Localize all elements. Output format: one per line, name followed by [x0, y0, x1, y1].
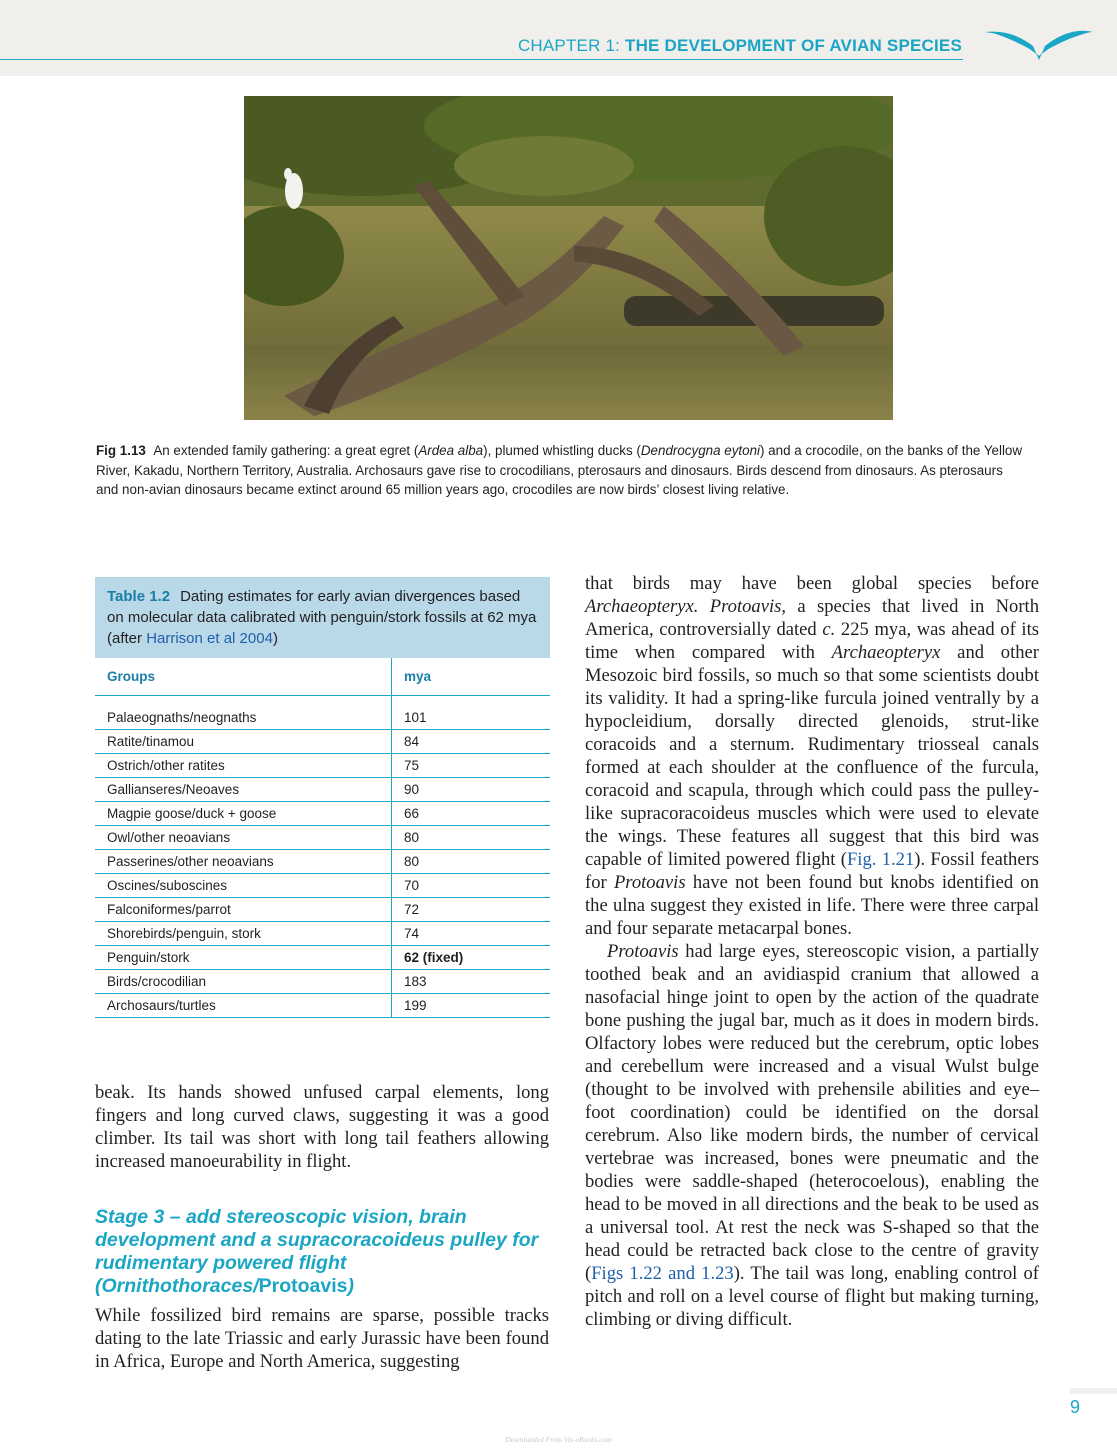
table-caption	[95, 577, 550, 658]
chapter-prefix: CHAPTER 1:	[517, 36, 625, 55]
cell-mya: 72	[392, 898, 551, 922]
table-row	[95, 874, 550, 898]
dating-table	[95, 577, 550, 1018]
caption-text: ), plumed whistling ducks (	[483, 443, 641, 458]
cell-mya: 62 (fixed)	[392, 946, 551, 970]
text-run: had large eyes, stereoscopic vision, a partially toothed beak and an avidiaspid cranium that allowed a nasofacial hinge joint to open by the action of the quadrate bone pushing the jugal bar, much as it does in modern birds. Olfactory lobes were reduced but the cerebrum, optic lobes and cerebellum were increased and a visual Wulst bulge (thought to be involved with prehensile abilities and eye–foot coordination) could be identified on the dorsal cerebrum. Also like modern birds, the number of cervical vertebrae was increased, bones were pneumatic and the bodies were saddle-shaped (heterocoelous), enabling the head to be moved in all directions and the beak to be used as a universal tool. At rest the neck was S-shaped so that the head could be retracted back close to the centre of gravity (	[585, 941, 1039, 1284]
cell-mya: 66	[392, 802, 551, 826]
cell-mya: 80	[392, 850, 551, 874]
cell-mya: 74	[392, 922, 551, 946]
table-row	[95, 970, 550, 994]
table-row	[95, 696, 550, 730]
cell-mya: 183	[392, 970, 551, 994]
table-number: Table 1.2	[107, 588, 171, 605]
table-row	[95, 778, 550, 802]
cell-group: Shorebirds/penguin, stork	[95, 922, 392, 946]
figure-caption	[96, 441, 1026, 500]
cell-mya: 70	[392, 874, 551, 898]
header-rule	[0, 59, 963, 60]
page-number-band	[1070, 1388, 1117, 1394]
cell-group: Falconiformes/parrot	[95, 898, 392, 922]
table-body	[95, 658, 550, 1018]
italic-run: c.	[822, 619, 836, 640]
cell-group: Passerines/other neoavians	[95, 850, 392, 874]
cell-mya: 75	[392, 754, 551, 778]
left-paragraph-2: While fossilized bird remains are sparse, possible tracks dating to the late Triassic and early Jurassic have been found in Africa, Europe and North America, suggesting	[95, 1305, 549, 1372]
table-row	[95, 730, 550, 754]
cell-group: Ratite/tinamou	[95, 730, 392, 754]
heading-end: )	[347, 1275, 354, 1297]
figure-link[interactable]: Fig. 1.21	[846, 849, 915, 870]
right-paragraph-1	[585, 572, 1039, 940]
cell-group: Magpie goose/duck + goose	[95, 802, 392, 826]
table-title-end: )	[272, 630, 278, 647]
cell-mya: 80	[392, 826, 551, 850]
table-header-row	[95, 658, 550, 696]
cell-group: Gallianseres/Neoaves	[95, 778, 392, 802]
table-row	[95, 994, 550, 1018]
column-header-groups: Groups	[95, 658, 392, 696]
text-run: , a species that lived in North America, controversially dated	[585, 596, 1039, 640]
table-row	[95, 754, 550, 778]
cell-mya: 84	[392, 730, 551, 754]
right-column	[585, 572, 1039, 1331]
caption-text: ) and a crocodile, on the banks of the Yellow River, Kakadu, Northern Territory, Australia. Archosaurs gave rise to crocodilians, pterosaurs and dinosaurs. Birds descend from dinosaurs. As pterosaurs and non-avian dinosaurs became extinct around 65 million years ago, crocodiles are now birds’ closest living relative.	[96, 443, 1023, 497]
right-paragraph-2	[585, 940, 1039, 1331]
column-header-mya: mya	[392, 658, 551, 696]
text-run: have not been found but knobs identified on the ulna suggest they existed in life. There were three carpal and four separate metacarpal bones.	[585, 872, 1039, 939]
table-row	[95, 826, 550, 850]
table-row	[95, 850, 550, 874]
table-title: Dating estimates for early avian divergences based on molecular data calibrated with penguin/stork fossils at 62 mya (after	[107, 588, 537, 647]
stage-3-heading	[95, 1206, 549, 1298]
cell-group: Palaeognaths/neognaths	[95, 696, 392, 730]
footer-watermark: Downloaded From Vet-eBooks.com	[505, 1435, 612, 1444]
cell-group: Oscines/suboscines	[95, 874, 392, 898]
table-row	[95, 946, 550, 970]
cell-group: Owl/other neoavians	[95, 826, 392, 850]
cell-mya: 101	[392, 696, 551, 730]
text-run: ). The tail was long, enabling control of pitch and roll on a level course of flight but making turning, climbing or diving difficult.	[585, 1263, 1039, 1330]
cell-group: Ostrich/other ratites	[95, 754, 392, 778]
cell-group: Penguin/stork	[95, 946, 392, 970]
cell-group: Birds/crocodilian	[95, 970, 392, 994]
caption-species-duck: Dendrocygna eytoni	[640, 443, 760, 458]
figure-photo	[244, 96, 893, 420]
figure-label: Fig 1.13	[96, 443, 146, 458]
chapter-title	[518, 36, 962, 56]
table-reference-link[interactable]: Harrison et al 2004	[146, 630, 273, 647]
caption-species-egret: Ardea alba	[418, 443, 484, 458]
text-run: 225 mya, was ahead of its time when compared with	[585, 619, 1039, 663]
text-run: and other Mesozoic bird fossils, so much so that some scientists doubt its validity. It had a spring-like furcula joined ventrally by a hypocleidium, dorsally directed glenoids, strut-like coracoids and a sternum. Rudimentary triosseal canals formed at each shoulder at the confluence of the furcula, coracoid and scapula, through which could pass the pulley-like supracoracoideus muscles which were used to elevate the wings. These features all suggest that this bird was capable of limited powered flight (	[585, 642, 1039, 870]
caption-text: An extended family gathering: a great egret (	[153, 443, 419, 458]
italic-run: Archaeopteryx. Protoavis	[585, 596, 782, 617]
table-row	[95, 922, 550, 946]
chapter-name: THE DEVELOPMENT OF AVIAN SPECIES	[625, 36, 962, 55]
bird-logo-icon	[985, 22, 1095, 62]
italic-run: Protoavis	[607, 941, 679, 962]
text-run: ). Fossil feathers for	[585, 849, 1040, 893]
cell-mya: 90	[392, 778, 551, 802]
table-row	[95, 898, 550, 922]
italic-run: Protoavis	[613, 872, 686, 893]
text-run: that birds may have been global species before	[585, 573, 1039, 594]
heading-italic-part: Stage 3 – add stereoscopic vision, brain development and a supracoracoideus pulley for rudimentary powered flight (Ornithothoraces/	[95, 1206, 539, 1297]
heading-upright-part: Protoavis	[258, 1275, 348, 1297]
italic-run: Archaeopteryx	[831, 642, 941, 663]
table-row	[95, 802, 550, 826]
figure-link[interactable]: Figs 1.22 and 1.23	[591, 1263, 734, 1284]
cell-mya: 199	[392, 994, 551, 1018]
cell-group: Archosaurs/turtles	[95, 994, 392, 1018]
left-paragraph-1: beak. Its hands showed unfused carpal elements, long fingers and long curved claws, suggesting it was a good climber. Its tail was short with long tail feathers allowing increased manoeurability in flight.	[95, 1082, 549, 1172]
page-number: 9	[1070, 1397, 1081, 1417]
